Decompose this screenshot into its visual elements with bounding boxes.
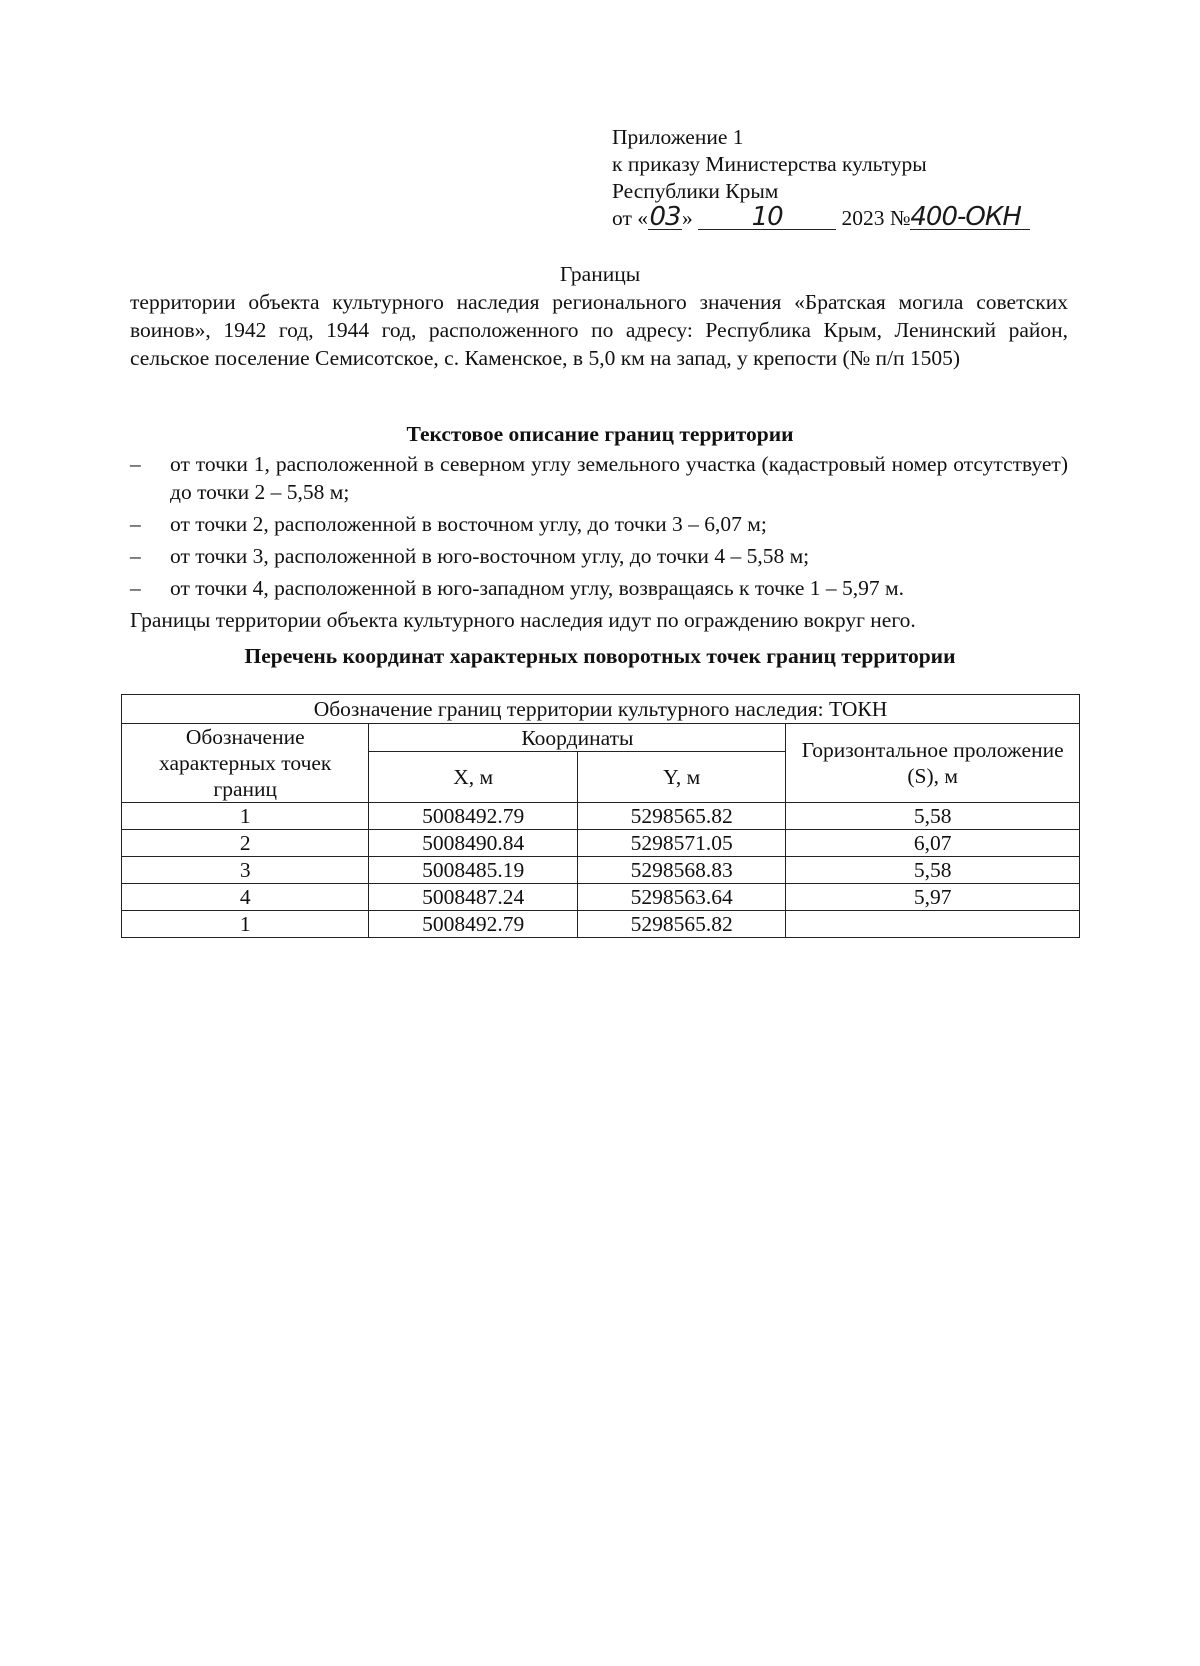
date-day-field xyxy=(648,202,682,232)
cell-point: 4 xyxy=(122,884,369,911)
cell-x: 5008492.79 xyxy=(369,911,577,938)
appendix-date-line xyxy=(612,202,1092,232)
date-month-handwritten: 10 xyxy=(751,202,783,232)
header-point-designation: Обозначение характерных точек границ xyxy=(122,724,369,803)
table-row xyxy=(122,830,1080,857)
header-x: X, м xyxy=(369,752,577,803)
header-coordinates: Координаты xyxy=(369,724,786,752)
cell-y: 5298568.83 xyxy=(577,857,785,884)
list-item-text: от точки 2, расположенной в восточном углу, до точки 3 – 6,07 м; xyxy=(170,512,767,536)
list-item-text: от точки 1, расположенной в северном углу земельного участка (кадастровый номер отсутствует) до точки 2 – 5,58 м; xyxy=(170,452,1068,504)
cell-x: 5008490.84 xyxy=(369,830,577,857)
cell-point: 2 xyxy=(122,830,369,857)
table-header-row xyxy=(122,724,1080,752)
date-prefix: от « xyxy=(612,206,648,230)
cell-point: 1 xyxy=(122,911,369,938)
date-year: 2023 № xyxy=(841,206,911,230)
dash-marker: – xyxy=(130,452,141,476)
boundary-description-list xyxy=(130,450,1068,634)
date-mid: » xyxy=(682,206,693,230)
closing-sentence: Границы территории объекта культурного наследия идут по ограждению вокруг него. xyxy=(130,608,916,632)
order-number-handwritten: 400-ОКН xyxy=(910,202,1021,232)
cell-s: 5,97 xyxy=(786,884,1080,911)
list-item xyxy=(130,542,1068,570)
order-number-field xyxy=(910,202,1030,232)
dash-marker: – xyxy=(130,544,141,568)
table-caption: Обозначение границ территории культурного наследия: ТОКН xyxy=(122,695,1080,724)
date-day-handwritten: 03 xyxy=(649,202,681,232)
cell-s: 6,07 xyxy=(786,830,1080,857)
list-item-text: от точки 4, расположенной в юго-западном углу, возвращаясь к точке 1 – 5,97 м. xyxy=(170,576,904,600)
header-y: Y, м xyxy=(577,752,785,803)
appendix-line-3: Республики Крым xyxy=(612,179,779,203)
appendix-line-2: к приказу Министерства культуры xyxy=(612,152,927,176)
dash-marker: – xyxy=(130,576,141,600)
coordinates-heading: Перечень координат характерных поворотных точек границ территории xyxy=(244,644,956,668)
list-item xyxy=(130,510,1068,538)
cell-y: 5298571.05 xyxy=(577,830,785,857)
table-row xyxy=(122,803,1080,830)
table-row xyxy=(122,884,1080,911)
list-item xyxy=(130,450,1068,506)
cell-s xyxy=(786,911,1080,938)
cell-x: 5008485.19 xyxy=(369,857,577,884)
document-title: Границы xyxy=(559,262,641,286)
cell-point: 3 xyxy=(122,857,369,884)
header-horizontal-distance: Горизонтальное проложение (S), м xyxy=(786,724,1080,803)
intro-paragraph: территории объекта культурного наследия регионального значения «Братская могила советских воинов», 1942 год, 1944 год, расположенного по адресу: Республика Крым, Ленинский район, сельское поселение Семисотское, с. Каменское, в 5,0 км на запад, у крепости (№ п/п 1505) xyxy=(130,290,1068,370)
dash-marker: – xyxy=(130,512,141,536)
cell-x: 5008487.24 xyxy=(369,884,577,911)
table-row xyxy=(122,857,1080,884)
cell-y: 5298565.82 xyxy=(577,803,785,830)
cell-y: 5298563.64 xyxy=(577,884,785,911)
cell-x: 5008492.79 xyxy=(369,803,577,830)
coordinates-table xyxy=(121,694,1080,938)
list-item xyxy=(130,574,1068,602)
cell-s: 5,58 xyxy=(786,803,1080,830)
table-row xyxy=(122,911,1080,938)
cell-y: 5298565.82 xyxy=(577,911,785,938)
appendix-line-1: Приложение 1 xyxy=(612,125,744,149)
list-item-text: от точки 3, расположенной в юго-восточном углу, до точки 4 – 5,58 м; xyxy=(170,544,810,568)
text-description-heading: Текстовое описание границ территории xyxy=(406,422,794,446)
cell-s: 5,58 xyxy=(786,857,1080,884)
date-month-field xyxy=(698,202,836,232)
appendix-header xyxy=(612,124,1092,232)
cell-point: 1 xyxy=(122,803,369,830)
table-caption-row xyxy=(122,695,1080,724)
